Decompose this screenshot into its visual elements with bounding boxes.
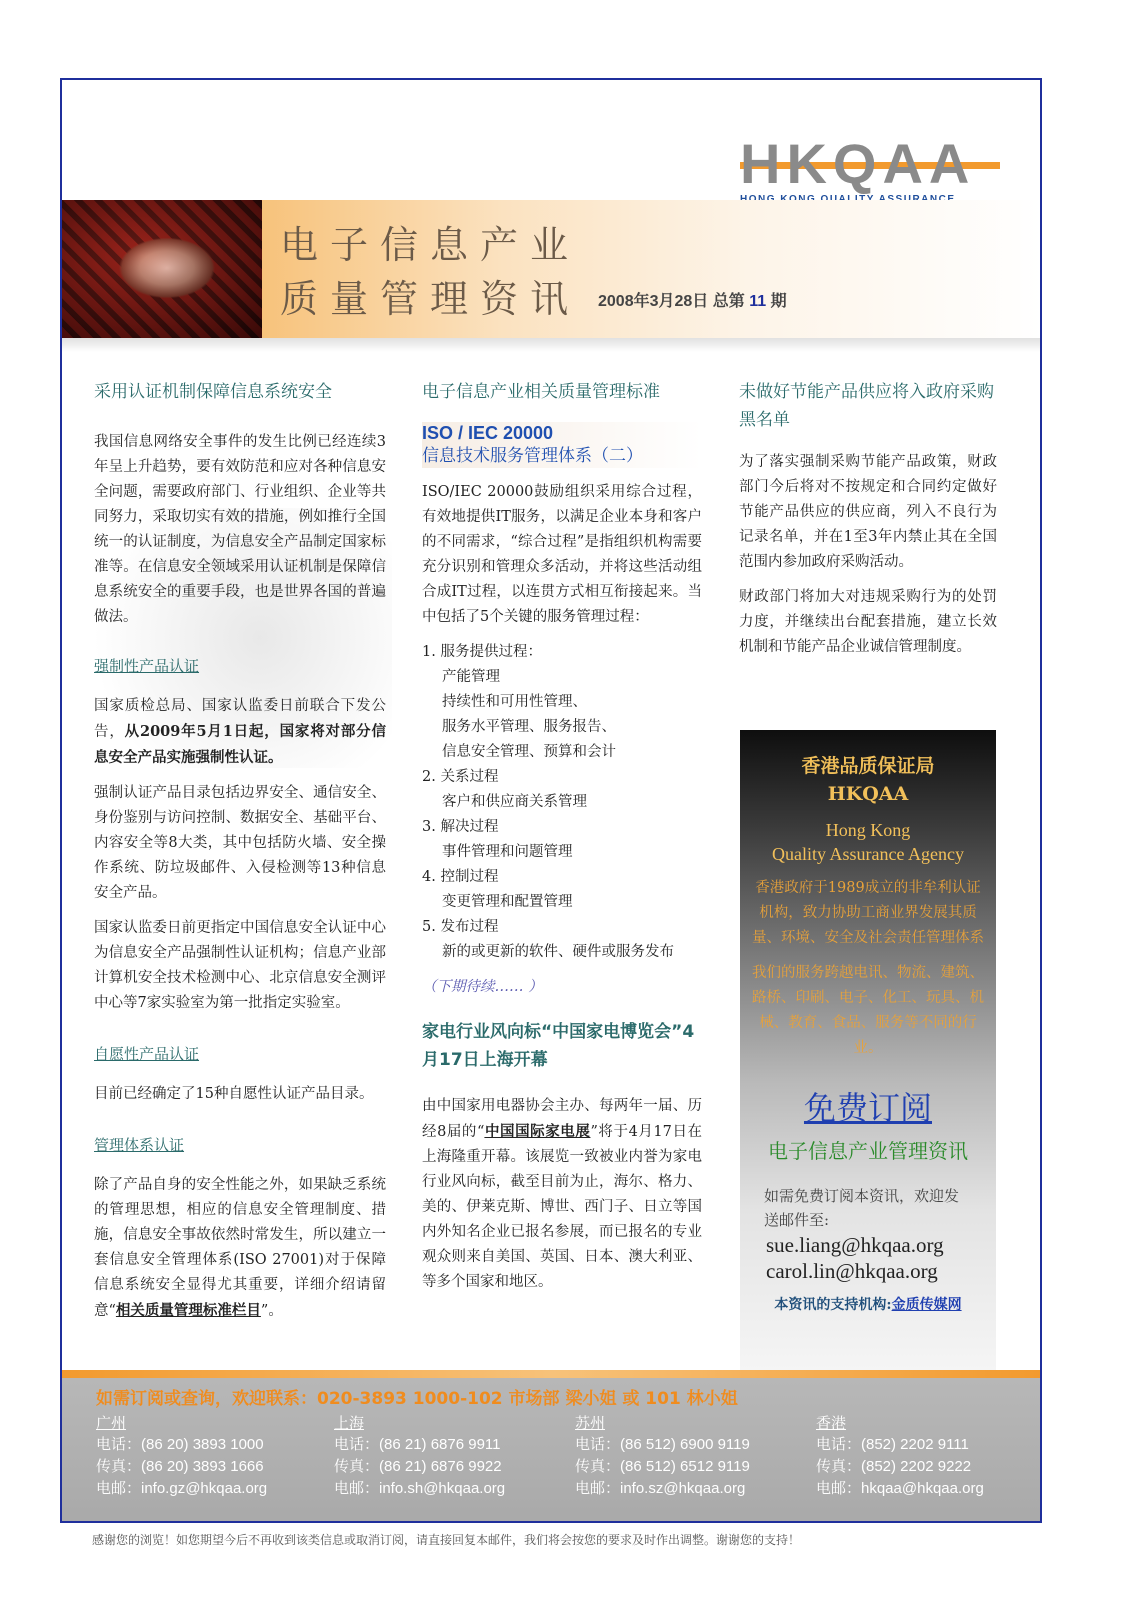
- process-item: 事件管理和问题管理: [442, 844, 573, 860]
- expo-news-body: [422, 1094, 702, 1295]
- process-item: 客户和供应商关系管理: [442, 794, 587, 810]
- expo-link[interactable]: 中国国际家电展: [484, 1123, 591, 1140]
- process-item: 产能管理: [442, 669, 500, 685]
- office-email[interactable]: 电邮：info.sh@hkqaa.org: [334, 1480, 506, 1497]
- subscribe-newsletter-name: 电子信息产业管理资讯: [768, 1139, 968, 1163]
- issue-suffix: 期: [770, 293, 787, 310]
- process-list: [422, 640, 702, 965]
- promo-en-name: [740, 818, 996, 866]
- title-line-2: 质量管理资讯: [280, 277, 581, 321]
- email-sue-link[interactable]: sue.liang@hkqaa.org: [766, 1233, 944, 1257]
- office-suzhou: [575, 1412, 750, 1500]
- support-link[interactable]: 金质传媒网: [891, 1297, 962, 1313]
- process-heading: 5. 发布过程: [422, 919, 499, 935]
- support-org: [740, 1294, 996, 1314]
- promo-cn-name: [740, 752, 996, 808]
- office-tel: 电话：(86 21) 6876 9911: [334, 1436, 501, 1453]
- support-label: 本资讯的支持机构:: [774, 1297, 892, 1313]
- office-city: 苏州: [575, 1414, 606, 1432]
- office-fax: 传真：(86 512) 6512 9119: [575, 1458, 750, 1475]
- process-heading: 1. 服务提供过程：: [422, 644, 542, 660]
- newsletter-title: [280, 218, 580, 326]
- logo-text: HKQAA: [740, 132, 976, 195]
- logo-letters: [740, 132, 1000, 195]
- promo-cn-line2: HKQAA: [827, 783, 909, 805]
- office-fax: 传真：(86 20) 3893 1666: [96, 1458, 264, 1475]
- office-tel: 电话：(852) 2202 9111: [816, 1436, 969, 1453]
- office-guangzhou: [96, 1412, 267, 1500]
- email-carol-link[interactable]: carol.lin@hkqaa.org: [766, 1259, 938, 1283]
- process-heading: 3. 解决过程: [422, 819, 499, 835]
- promo-en-line1: Hong Kong: [825, 820, 911, 840]
- date-text: 2008年3月28日 总第: [598, 293, 745, 310]
- iso-header: [422, 422, 702, 468]
- office-shanghai: [334, 1412, 505, 1500]
- office-tel: 电话：(86 20) 3893 1000: [96, 1436, 264, 1453]
- iso-paragraph: ISO/IEC 20000鼓励组织采用综合过程，有效地提供IT服务，以满足企业本身和客户的不同需求，“综合过程”是指组织机构需要充分识别和管理众多活动，并将这些活动组合成IT过程，以连贯方式相互衔接起来。当中包括了5个关键的服务管理过程：: [422, 484, 702, 625]
- mgmt-cert-heading[interactable]: 管理体系认证: [94, 1136, 185, 1154]
- newsletter-frame: [60, 78, 1042, 1523]
- col1-title: 采用认证机制保障信息系统安全: [94, 382, 332, 402]
- mandatory-cert-p1: [94, 694, 386, 771]
- office-tel: 电话：(86 512) 6900 9119: [575, 1436, 750, 1453]
- col3-p2: 财政部门将加大对违规采购行为的处罚力度，并继续出台配套措施，建立长效机制和节能产品企业诚信管理制度。: [739, 589, 997, 655]
- expo-news-a: 由中国家用电器协会主办、每两年一届、历经8届的“: [422, 1098, 702, 1140]
- process-heading: 2. 关系过程: [422, 769, 499, 785]
- expo-news-b: ”将于4月17日在上海隆重开幕。该展览一致被业内誉为家电行业风向标，截至目前为止，海尔、格力、美的、伊莱克斯、博世、西门子、日立等国内外知名企业已报名参展，而已报名的专业观众则来自美国、英国、日本、澳大利亚、等多个国家和地区。: [422, 1124, 703, 1290]
- subscribe-note: 如需免费订阅本资讯，欢迎发送邮件至:: [764, 1187, 960, 1229]
- col2-title: 电子信息产业相关质量管理标准: [422, 382, 660, 402]
- expo-news-title: 家电行业风向标“中国家电博览会”4月17日上海开幕: [422, 1022, 695, 1070]
- mgmt-cert-p1a: 除了产品自身的安全性能之外，如果缺乏系统的管理思想，相应的信息安全管理制度、措施，信息安全事故依然时常发生，所以建立一套信息安全管理体系(ISO 27001)对于保障信息系统安全显得尤其重要，详细介绍请留意“: [94, 1177, 386, 1319]
- mandatory-cert-p3: 国家认监委日前更指定中国信息安全认证中心为信息安全产品强制性认证机构；信息产业部计算机安全技术检测中心、北京信息安全测评中心等7家实验室为第一批指定实验室。: [94, 920, 386, 1011]
- office-city: 香港: [816, 1414, 847, 1432]
- process-item: 信息安全管理、预算和会计: [442, 744, 616, 760]
- hkqaa-promo-box: [740, 730, 996, 1370]
- unsubscribe-notice: 感谢您的浏览！如您期望今后不再收到该类信息或取消订阅，请直接回复本邮件，我们将会按您的要求及时作出调整。谢谢您的支持！: [92, 1533, 801, 1547]
- mgmt-cert-p1b: ”。: [260, 1303, 283, 1319]
- office-hongkong: [816, 1412, 984, 1500]
- issue-number: 11: [749, 293, 767, 310]
- office-city: 广州: [96, 1414, 127, 1432]
- office-fax: 传真：(852) 2202 9222: [816, 1458, 972, 1475]
- col1-intro: 我国信息网络安全事件的发生比例已经连续3年呈上升趋势，要有效防范和应对各种信息安全问题，需要政府部门、行业组织、企业等共同努力，采取切实有效的措施，例如推行全国统一的认证制度，为信息安全产品制定国家标准等。在信息安全领域采用认证机制是保障信息系统安全的重要手段，也是世界各国的普遍做法。: [94, 434, 386, 625]
- process-item: 新的或更新的软件、硬件或服务发布: [442, 944, 674, 960]
- col3-p1: 为了落实强制采购节能产品政策，财政部门今后将对不按规定和合同约定做好节能产品供应的供应商，列入不良行为记录名单，并在1至3年内禁止其在全国范围内参加政府采购活动。: [739, 454, 997, 570]
- iso-subtitle: 信息技术服务管理体系（二）: [422, 446, 643, 466]
- title-line-1: 电子信息产业: [280, 223, 581, 267]
- mandatory-cert-p1a: 国家质检总局、国家认监委日前联合下发公告，: [94, 698, 386, 740]
- free-subscribe-link[interactable]: 免费订阅: [803, 1089, 932, 1127]
- banner-shadow: [62, 338, 1042, 352]
- promo-en-line2: Quality Assurance Agency: [772, 844, 964, 864]
- voluntary-cert-heading[interactable]: 自愿性产品认证: [94, 1045, 200, 1063]
- process-item: 持续性和可用性管理、: [442, 694, 587, 710]
- column-standards: [422, 378, 702, 1295]
- to-be-continued: （下期待续…… ）: [422, 979, 543, 995]
- office-email[interactable]: 电邮：info.sz@hkqaa.org: [575, 1480, 746, 1497]
- promo-services: 我们的服务跨越电讯、物流、建筑、路桥、印刷、电子、化工、玩具、机械、教育、食品、服务等不同的行业。: [752, 965, 984, 1056]
- mgmt-cert-p1: [94, 1173, 386, 1324]
- title-banner: [62, 200, 1042, 338]
- footer-contact: 如需订阅或查询，欢迎联系：020-3893 1000-102 市场部 梁小姐 或 101 林小姐: [96, 1389, 738, 1409]
- voluntary-cert-p1: 目前已经确定了15种自愿性认证产品目录。: [94, 1086, 374, 1102]
- related-standards-link[interactable]: 相关质量管理标准栏目: [115, 1302, 261, 1319]
- issue-date: [598, 288, 787, 311]
- contact-footer: [62, 1370, 1042, 1523]
- iso-title: ISO / IEC 20000: [422, 423, 554, 443]
- office-city: 上海: [334, 1414, 365, 1432]
- process-heading: 4. 控制过程: [422, 869, 499, 885]
- mouse-photo: [62, 200, 262, 338]
- office-email[interactable]: 电邮：info.gz@hkqaa.org: [96, 1480, 268, 1497]
- column-energy: [739, 378, 997, 660]
- col3-title: 未做好节能产品供应将入政府采购黑名单: [739, 382, 994, 430]
- process-item: 变更管理和配置管理: [442, 894, 573, 910]
- office-fax: 传真：(86 21) 6876 9922: [334, 1458, 502, 1475]
- process-item: 服务水平管理、服务报告、: [442, 719, 616, 735]
- promo-about: 香港政府于1989成立的非牟利认证机构，致力协助工商业界发展其质量、环境、安全及社会责任管理体系: [752, 880, 984, 946]
- office-email[interactable]: 电邮：hkqaa@hkqaa.org: [816, 1480, 984, 1497]
- mandatory-cert-p1b: 从2009年5月1日起，国家将对部分信息安全产品实施强制性认证。: [94, 723, 387, 766]
- mandatory-cert-p2: 强制认证产品目录包括边界安全、通信安全、身份鉴别与访问控制、数据安全、基础平台、内容安全等8大类，其中包括防火墙、安全操作系统、防垃圾邮件、入侵检测等13种信息安全产品。: [94, 785, 386, 901]
- column-security: [94, 378, 386, 1324]
- mandatory-cert-heading[interactable]: 强制性产品认证: [94, 657, 200, 675]
- promo-cn-line1: 香港品质保证局: [801, 755, 935, 777]
